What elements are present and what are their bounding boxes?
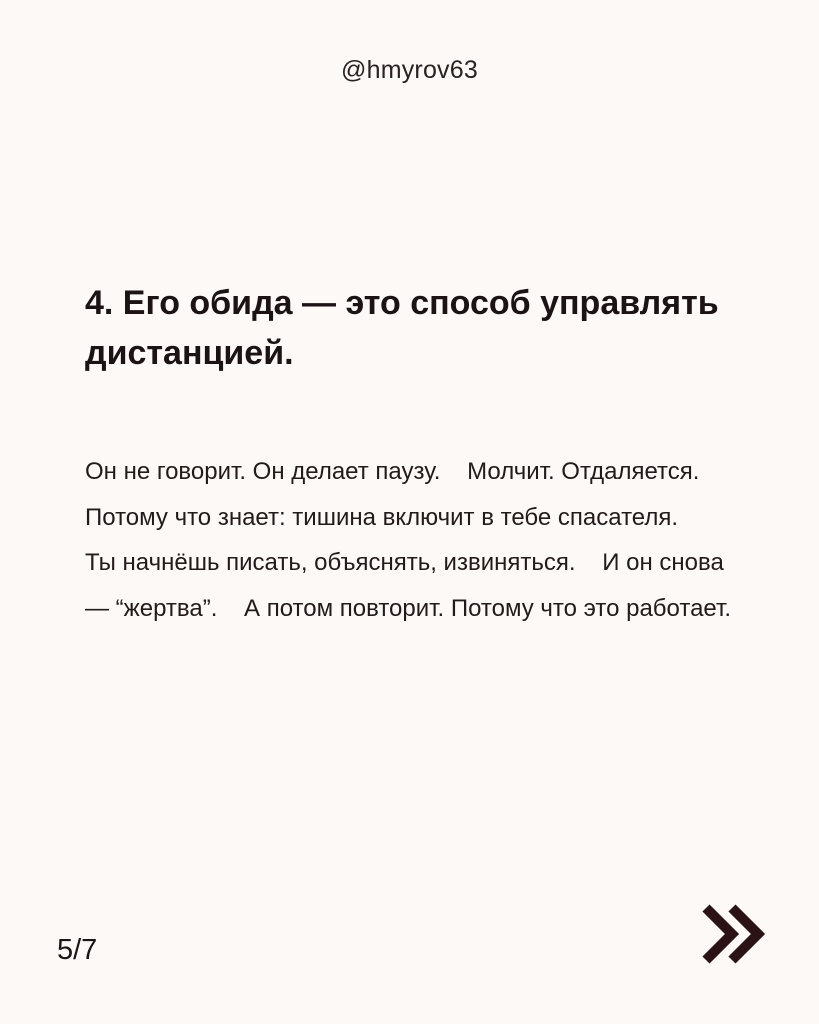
account-handle: @hmyrov63 [341, 56, 478, 84]
double-chevron-right-icon[interactable] [700, 902, 770, 966]
slide-body-text: Он не говорит. Он делает паузу. Молчит. Отдаляется. Потому что знает: тишина включит в тебе спасателя. Ты начнёшь писать, объяснять, извиняться. И он снова — “жертва”. А потом повторит. Потому что это работает. [85, 458, 731, 622]
slide-headline: 4. Его обида — это способ управлять дистанцией. [85, 284, 719, 372]
page-counter: 5/7 [57, 934, 98, 966]
